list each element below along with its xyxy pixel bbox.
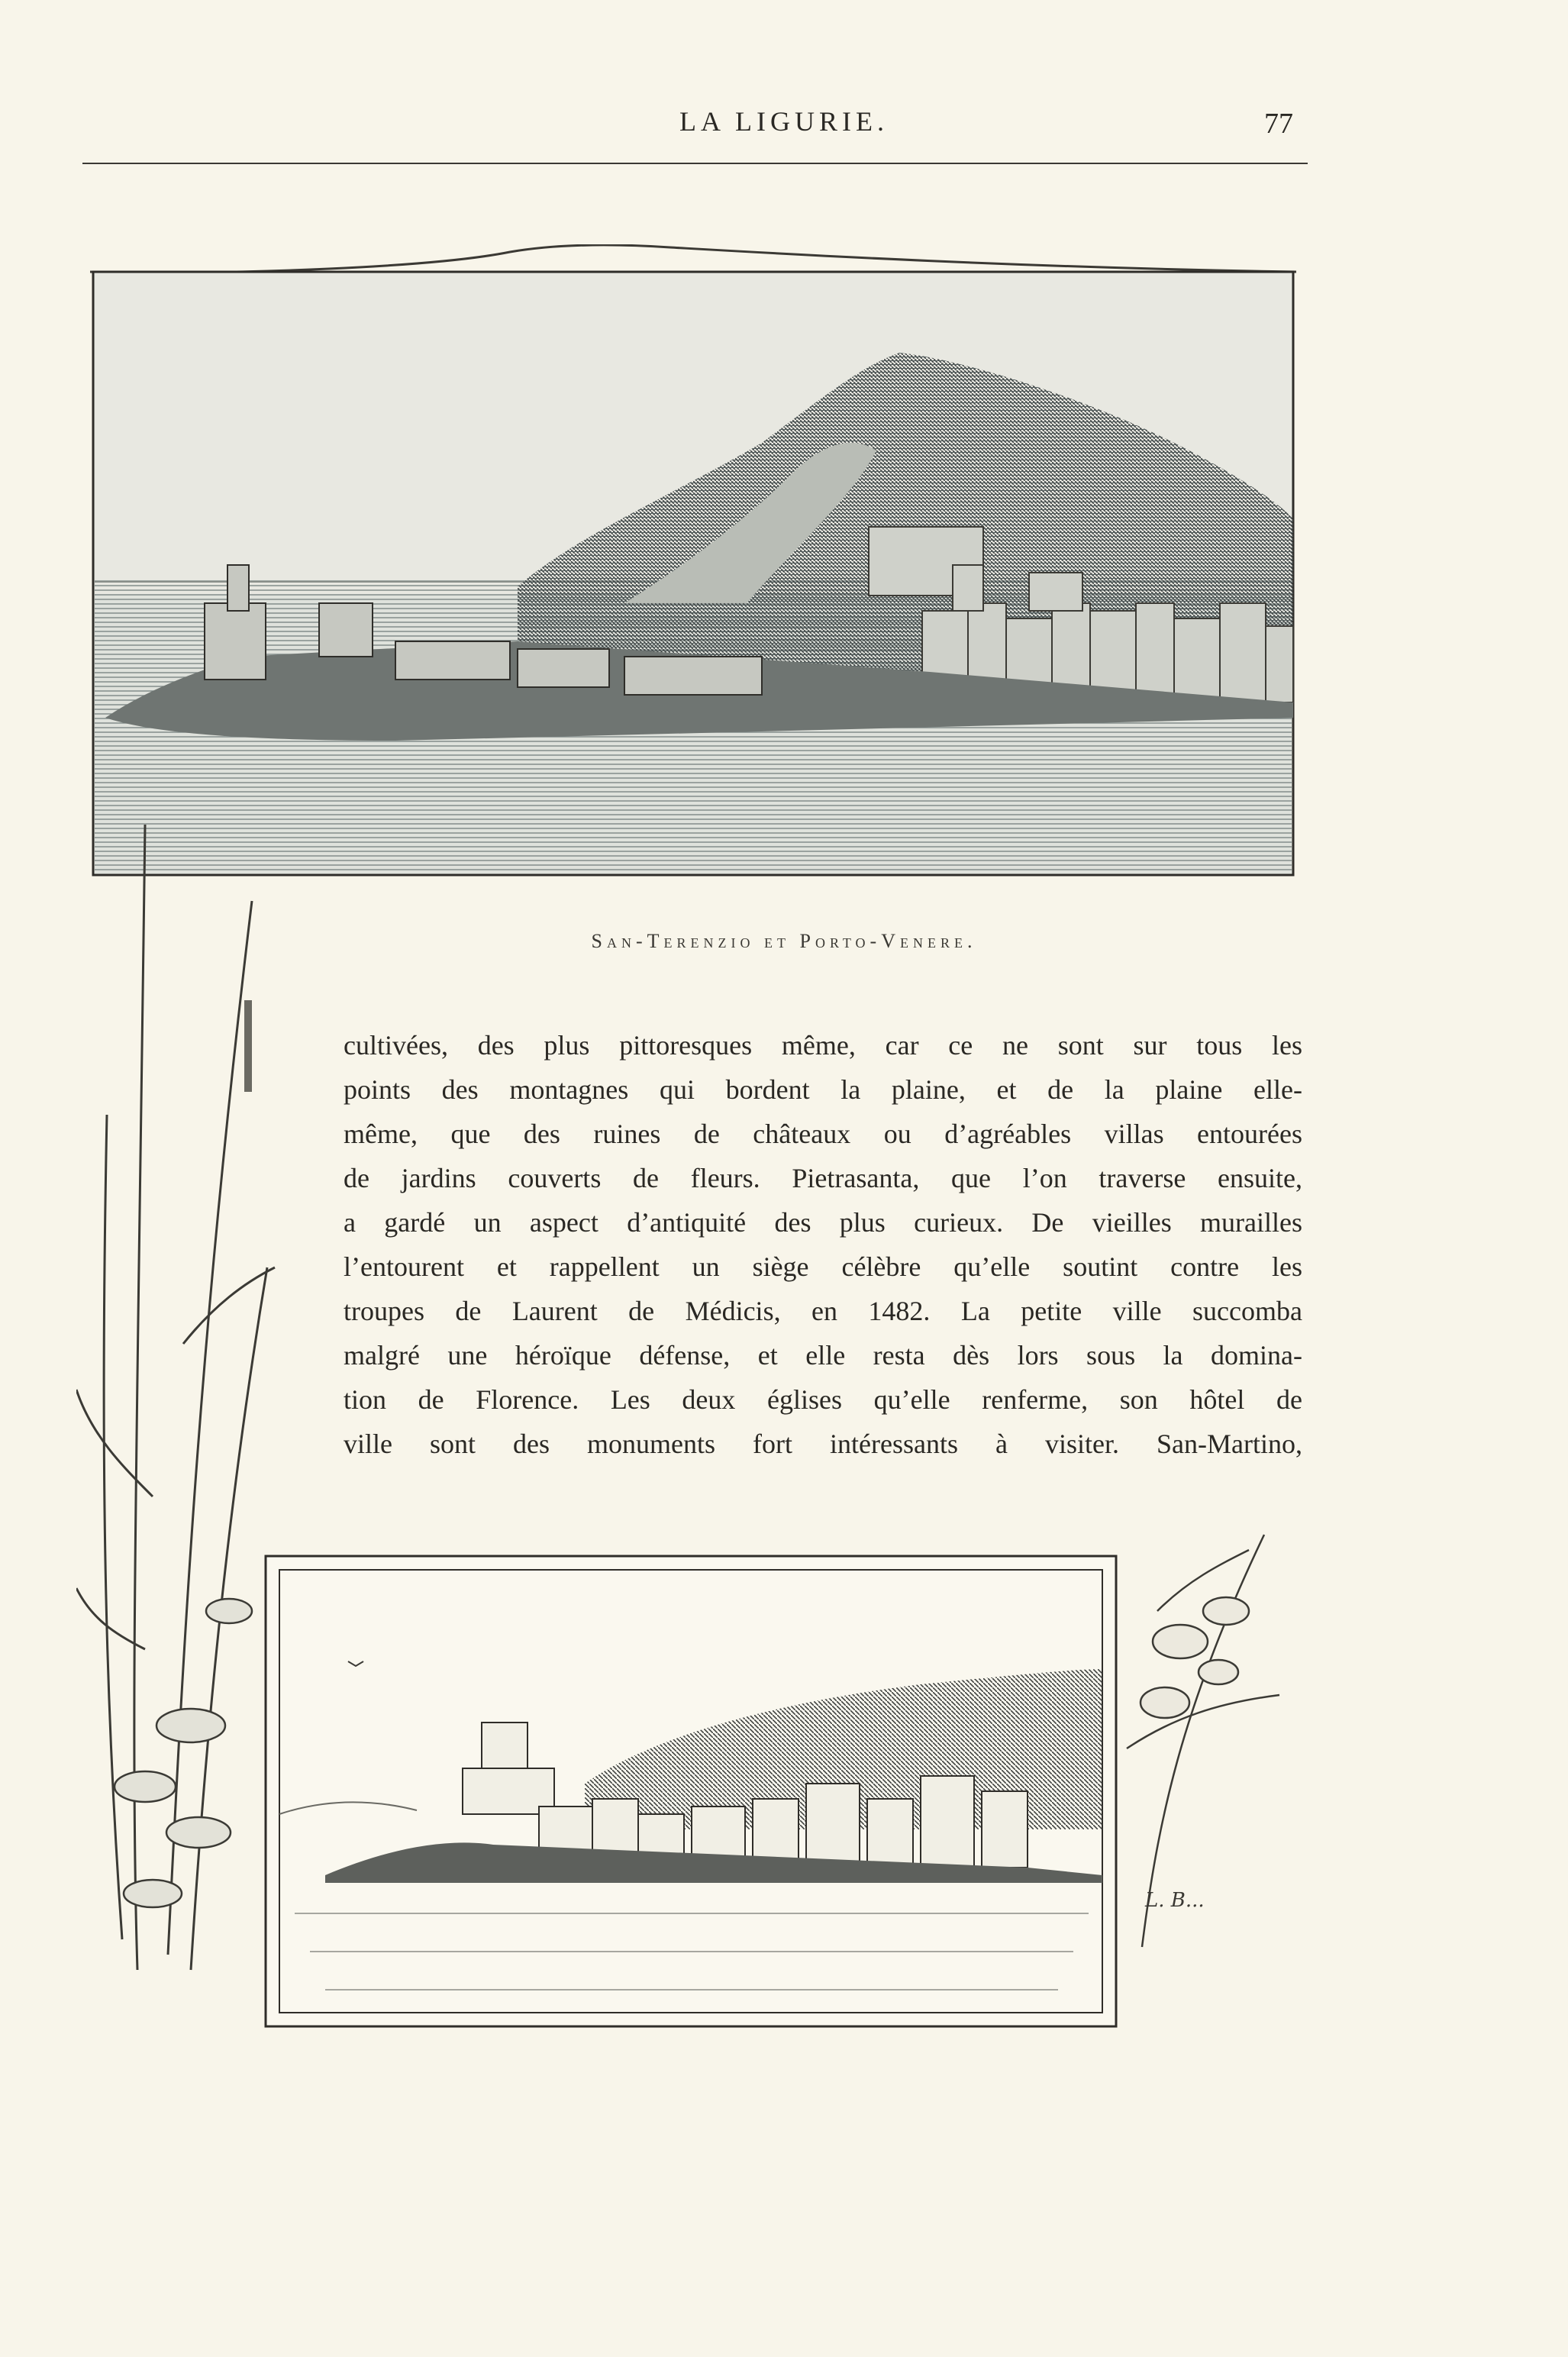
figure-caption: San-Terenzio et Porto-Venere. <box>591 930 977 952</box>
body-line: malgré une héroïque défense, et elle resta dès lors sous la domina- <box>344 1340 1302 1371</box>
body-line: même, que des ruines de châteaux ou d’agréables villas entourées <box>344 1119 1302 1149</box>
body-line: points des montagnes qui bordent la plaine, et de la plaine elle- <box>344 1074 1302 1105</box>
engraving-porto-venere <box>90 244 1296 878</box>
engraving-town-view <box>264 1555 1118 2028</box>
header-rule <box>82 163 1308 164</box>
body-line: troupes de Laurent de Médicis, en 1482. La petite ville succomba <box>344 1296 1302 1326</box>
body-text <box>344 1023 1302 1466</box>
body-line: cultivées, des plus pittoresques même, car ce ne sont sur tous les <box>344 1030 1302 1061</box>
running-head: LA LIGURIE. <box>679 106 889 137</box>
body-line: ville sont des monuments fort intéressants à visiter. San-Martino, <box>344 1429 1302 1459</box>
body-line: de jardins couverts de fleurs. Pietrasanta, que l’on traverse ensuite, <box>344 1163 1302 1193</box>
body-line: l’entourent et rappellent un siège célèbre qu’elle soutint contre les <box>344 1251 1302 1282</box>
reed-ornament <box>76 809 282 2016</box>
body-line: tion de Florence. Les deux églises qu’elle renferme, son hôtel de <box>344 1384 1302 1415</box>
body-line: a gardé un aspect d’antiquité des plus curieux. De vieilles murailles <box>344 1207 1302 1238</box>
page-number: 77 <box>1264 108 1293 140</box>
artist-signature: L. B... <box>1145 1889 1205 1912</box>
